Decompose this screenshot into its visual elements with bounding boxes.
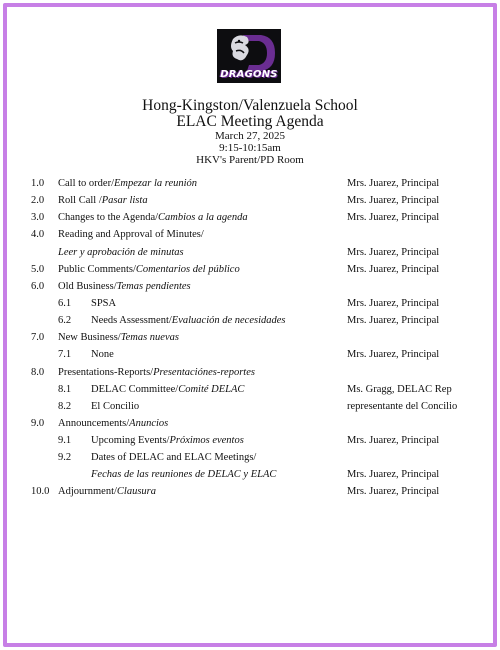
item-number: 5.0 (31, 264, 45, 275)
item-number: 9.2 (58, 452, 72, 463)
item-presenter: representante del Concilio (347, 401, 458, 412)
item-title-es: Temas pendientes (116, 281, 191, 292)
agenda-subitem (0, 433, 500, 449)
item-number: 9.1 (58, 435, 72, 446)
meeting-time: 9:15-10:15am (219, 142, 281, 154)
item-number: 7.1 (58, 349, 72, 360)
item-number: 6.1 (58, 298, 72, 309)
item-number: 7.0 (31, 332, 45, 343)
agenda-subitem (0, 382, 500, 398)
item-title-en: Roll Call / (58, 195, 102, 206)
agenda-item (0, 416, 500, 432)
logo-text: DRAGONS (220, 69, 278, 80)
item-presenter: Ms. Gragg, DELAC Rep (347, 384, 452, 395)
item-title-en: None (91, 349, 114, 360)
item-title-es: Pasar lista (101, 195, 148, 206)
agenda-item (0, 262, 500, 278)
item-presenter: Mrs. Juarez, Principal (347, 469, 440, 480)
item-title-es: Temas nuevas (120, 332, 179, 343)
item-title-en: Needs Assessment/ (91, 315, 172, 326)
item-title-en: SPSA (91, 298, 117, 309)
item-title-es: Clausura (116, 486, 157, 497)
item-number: 8.2 (58, 401, 72, 412)
item-number: 1.0 (31, 178, 45, 189)
item-presenter: Mrs. Juarez, Principal (347, 195, 440, 206)
item-presenter: Mrs. Juarez, Principal (347, 264, 440, 275)
item-presenter: Mrs. Juarez, Principal (347, 315, 440, 326)
school-name: Hong-Kingston/Valenzuela School (142, 97, 358, 114)
item-presenter: Mrs. Juarez, Principal (347, 178, 440, 189)
agenda-subitem-continuation (0, 467, 500, 483)
item-title-en: El Concilio (91, 401, 140, 412)
item-title-es: Presentaciónes-reportes (153, 367, 255, 378)
item-number: 6.0 (31, 281, 45, 292)
agenda-item (0, 193, 500, 209)
item-presenter: Mrs. Juarez, Principal (347, 212, 440, 223)
item-number: 8.1 (58, 384, 72, 395)
item-number: 3.0 (31, 212, 45, 223)
agenda-item (0, 279, 500, 295)
agenda-item (0, 365, 500, 381)
page-title: ELAC Meeting Agenda (176, 113, 324, 130)
item-number: 8.0 (31, 367, 45, 378)
item-title-es: Comité DELAC (178, 384, 245, 395)
item-number: 2.0 (31, 195, 45, 206)
item-title-en: Presentations-Reports/ (58, 367, 154, 378)
item-title-en: Old Business/ (58, 281, 117, 292)
agenda-item (0, 484, 500, 500)
agenda-subitem (0, 313, 500, 329)
meeting-date: March 27, 2025 (215, 130, 285, 142)
item-title-es: Cambios a la agenda (158, 212, 248, 223)
item-title-en: Public Comments/ (58, 264, 136, 275)
agenda-item (0, 330, 500, 346)
item-title-es: Anuncios (129, 418, 169, 429)
item-title-en: New Business/ (58, 332, 121, 343)
agenda-subitem (0, 450, 500, 466)
item-presenter: Mrs. Juarez, Principal (347, 349, 440, 360)
item-title-en: Call to order/ (58, 178, 114, 189)
agenda-item (0, 227, 500, 243)
agenda-item-continuation (0, 245, 500, 261)
item-title-es: Próximos eventos (169, 435, 244, 446)
item-title-en: Adjournment/ (58, 486, 117, 497)
agenda-item (0, 210, 500, 226)
item-number: 9.0 (31, 418, 45, 429)
item-title-en: DELAC Committee/ (91, 384, 179, 395)
item-title-en: Dates of DELAC and ELAC Meetings/ (91, 452, 257, 463)
item-title-en: Changes to the Agenda/ (58, 212, 159, 223)
item-title-en: Announcements/ (58, 418, 130, 429)
agenda-subitem (0, 399, 500, 415)
item-title-en: Reading and Approval of Minutes/ (58, 229, 204, 240)
item-title-en: Upcoming Events/ (91, 435, 170, 446)
item-number: 10.0 (31, 486, 50, 497)
meeting-room: HKV's Parent/PD Room (196, 154, 304, 166)
item-title-es: Evaluación de necesidades (171, 315, 286, 326)
item-title-es: Leer y aprobación de minutas (58, 247, 184, 258)
item-number: 4.0 (31, 229, 45, 240)
agenda-subitem (0, 347, 500, 363)
item-presenter: Mrs. Juarez, Principal (347, 298, 440, 309)
dragons-logo (217, 29, 281, 83)
item-presenter: Mrs. Juarez, Principal (347, 435, 440, 446)
agenda-item (0, 176, 500, 192)
agenda-subitem (0, 296, 500, 312)
item-number: 6.2 (58, 315, 72, 326)
item-presenter: Mrs. Juarez, Principal (347, 486, 440, 497)
item-title-es: Empezar la reunión (114, 178, 198, 189)
item-title-es: Comentarios del público (135, 264, 240, 275)
item-presenter: Mrs. Juarez, Principal (347, 247, 440, 258)
item-title-es: Fechas de las reuniones de DELAC y ELAC (91, 469, 277, 480)
